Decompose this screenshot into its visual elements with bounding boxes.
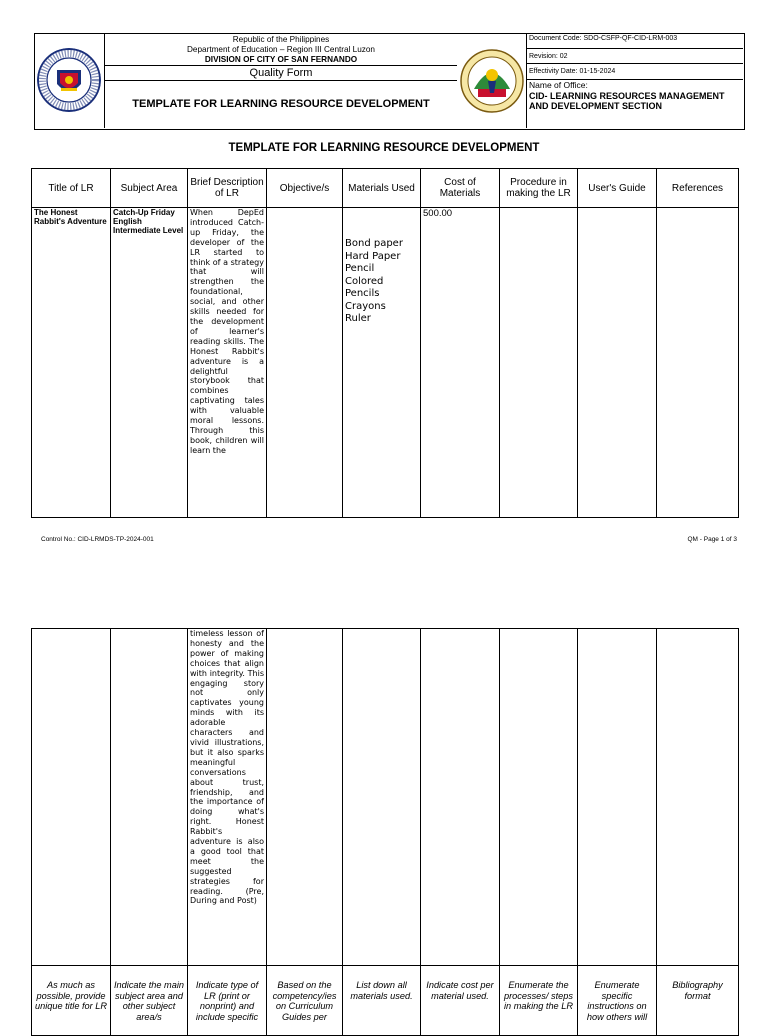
guide-materials: List down all materials used.: [343, 966, 421, 1036]
lr-references: [657, 208, 739, 518]
deped-seal-icon: [37, 48, 101, 112]
guide-users-guide: Enumerate specific instructions on how others will: [578, 966, 657, 1036]
lr-procedure-cont: [500, 629, 578, 966]
col-references: References: [657, 169, 739, 208]
guide-procedure: Enumerate the processes/ steps in making the LR: [500, 966, 578, 1036]
guide-objectives: Based on the competency/ies on Curriculum Guides per: [267, 966, 343, 1036]
col-procedure: Procedure in making the LR: [500, 169, 578, 208]
lr-subject-cont: [111, 629, 188, 966]
col-cost: Cost of Materials: [421, 169, 500, 208]
page-title: TEMPLATE FOR LEARNING RESOURCE DEVELOPMENT: [228, 142, 540, 154]
material-item: Bond paper: [345, 238, 403, 249]
form-title: TEMPLATE FOR LEARNING RESOURCE DEVELOPMENT: [132, 98, 430, 110]
effectivity-date: Effectivity Date: 01-15-2024: [527, 64, 743, 80]
guide-row: [32, 966, 739, 1036]
deped-seal: [35, 34, 105, 128]
office-name: CID- LEARNING RESOURCES MANAGEMENT AND DEVELOPMENT SECTION: [529, 90, 725, 111]
document-header: [34, 33, 745, 130]
material-item: Crayons: [345, 300, 386, 312]
col-description: Brief Description of LR: [188, 169, 267, 208]
quality-form-label: Quality Form: [105, 66, 457, 81]
lr-materials: [343, 208, 421, 518]
lr-title-cont: [32, 629, 111, 966]
agency-line-1: Republic of the Philippines: [232, 35, 330, 44]
agency-block: [105, 34, 457, 66]
table-row: [32, 629, 739, 966]
guide-cost: Indicate cost per material used.: [421, 966, 500, 1036]
col-objectives: Objective/s: [267, 169, 343, 208]
guide-description: Indicate type of LR (print or nonprint) and include specific: [188, 966, 267, 1036]
lr-description-cont: timeless lesson of honesty and the power of making choices that align with integrity. This engaging story not only captivates young minds with its adorable characters and vivid illustrations, but it also sparks meaningful conversations about trust, friendship, and the importance of doing what's right. Honest Rabbit's adventure is also a good tool that meet the suggested strategies for reading. (Pre, During and Post): [188, 629, 267, 966]
table-row: [32, 208, 739, 518]
control-number: Control No.: CID-LRMDS-TP-2024-001: [41, 536, 154, 543]
material-item: Pencil: [345, 263, 375, 274]
lr-cost-cont: [421, 629, 500, 966]
guide-title: As much as possible, provide unique title for LR: [32, 966, 111, 1036]
lr-description: When DepEd introduced Catch-up Friday, the developer of the LR started to think of a strategy that will strengthen the foundational, social, and other skills needed for the development of learner's reading skills. The Honest Rabbit's adventure is a delightful storybook that combines captivating tales with valuable moral lessons. Through this book, children will learn the: [188, 208, 267, 518]
lr-users-guide-cont: [578, 629, 657, 966]
col-materials: Materials Used: [343, 169, 421, 208]
lr-cost: 500.00: [421, 208, 500, 518]
document-code: Document Code: SDO-CSFP-QF-CID-LRM-003: [527, 34, 743, 49]
lr-objectives-cont: [267, 629, 343, 966]
material-item: Hard Paper: [345, 250, 401, 262]
col-users-guide: User's Guide: [578, 169, 657, 208]
agency-line-2: Department of Education – Region III Central Luzon: [187, 45, 375, 54]
lr-table-continued: [31, 628, 739, 1036]
office-label: Name of Office:: [529, 80, 588, 90]
col-title: Title of LR: [32, 169, 111, 208]
header-row: [32, 169, 739, 208]
agency-line-3: DIVISION OF CITY OF SAN FERNANDO: [204, 55, 358, 64]
lr-objectives: [267, 208, 343, 518]
header-center: [105, 34, 457, 128]
division-seal: [457, 34, 527, 128]
document-info: [527, 34, 743, 128]
guide-subject: Indicate the main subject area and other subject area/s: [111, 966, 188, 1036]
col-subject: Subject Area: [111, 169, 188, 208]
lr-title: The Honest Rabbit's Adventure: [32, 208, 111, 518]
lr-procedure: [500, 208, 578, 518]
page-number: QM - Page 1 of 3: [687, 536, 737, 543]
revision: Revision: 02: [527, 49, 743, 64]
lr-subject: Catch-Up Friday English Intermediate Level: [111, 208, 188, 518]
guide-references: Bibliography format: [657, 966, 739, 1036]
division-seal-icon: [460, 49, 524, 113]
lr-users-guide: [578, 208, 657, 518]
lr-table: [31, 168, 739, 518]
material-item: Colored Pencils: [345, 275, 384, 299]
lr-materials-cont: [343, 629, 421, 966]
material-item: Ruler: [345, 313, 371, 324]
lr-references-cont: [657, 629, 739, 966]
office-block: [527, 80, 743, 128]
